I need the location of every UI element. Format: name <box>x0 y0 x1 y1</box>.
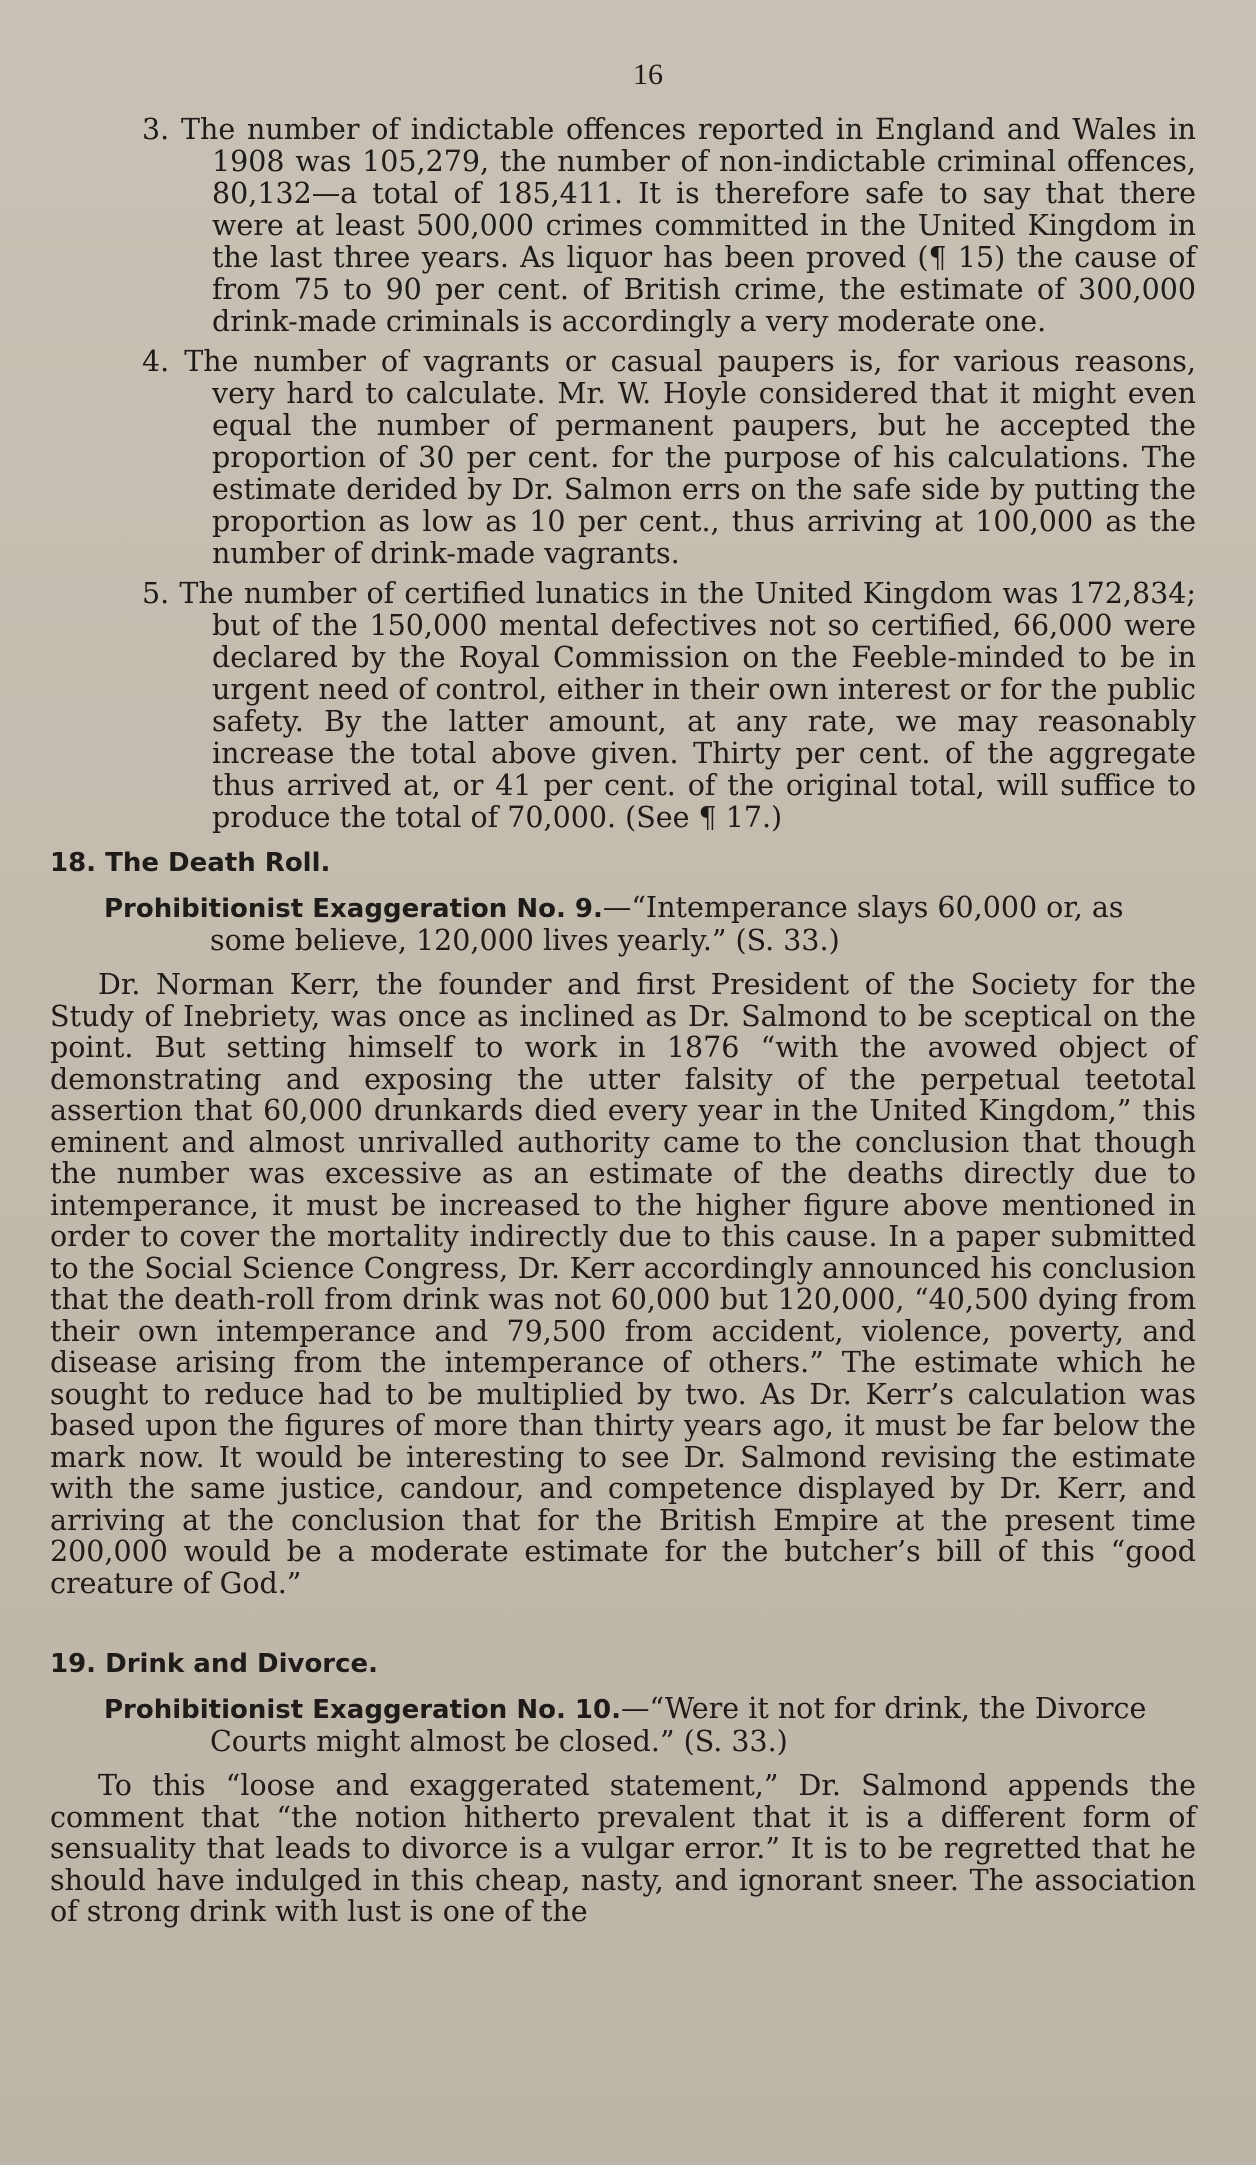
note-4-number: 4. <box>142 345 170 378</box>
exaggeration-9-label: Prohibitionist Exaggeration No. 9. <box>104 894 603 924</box>
exaggeration-10-label: Prohibitionist Exaggeration No. 10. <box>104 1695 621 1725</box>
section-18-exaggeration <box>100 892 1196 957</box>
note-4 <box>100 346 1196 570</box>
note-4-text: The number of vagrants or casual paupers is, for various reasons, very hard to calculate. Mr. W. Hoyle considered that it might even equal the number of permanent paupers, but he accepted the proportion of 30 per cent. for the purpose of his calculations. The estimate derided by Dr. Salmon errs on the safe side by putting the proportion as low as 10 per cent., thus arriving at 100,000 as the number of drink-made vagrants. <box>184 345 1196 570</box>
section-19-heading: 19. Drink and Divorce. <box>50 1649 379 1679</box>
note-5-text: The number of certified lunatics in the United Kingdom was 172,834; but of the 150,000 mental defectives not so certified, 66,000 were declared by the Royal Commission on the Feeble-minded to be in urgent need of control, either in their own interest or for the public safety. By the latter amount, at any rate, we may reasonably increase the total above given. Thirty per cent. of the aggregate thus arrived at, or 41 per cent. of the original total, will suffice to produce the total of 70,000. (See ¶ 17.) <box>179 577 1196 834</box>
section-18-heading: 18. The Death Roll. <box>50 848 331 878</box>
section-18-paragraph: Dr. Norman Kerr, the founder and first President of the Society for the Study of Inebriety, was once as inclined as Dr. Salmond to be sceptical on the point. But setting himself to work in 1876 “with the avowed object of demonstrating and exposing the utter falsity of the perpetual teetotal assertion that 60,000 drunkards died every year in the United Kingdom,” this eminent and almost unrivalled authority came to the conclusion that though the number was excessive as an estimate of the deaths directly due to intemperance, it must be increased to the higher figure above mentioned in order to cover the mortality indirectly due to this cause. In a paper submitted to the Social Science Congress, Dr. Kerr accordingly announced his conclusion that the death-roll from drink was not 60,000 but 120,000, “40,500 dying from their own intemperance and 79,500 from accident, violence, poverty, and disease arising from the intemperance of others.” The estimate which he sought to reduce had to be multiplied by two. As Dr. Kerr’s calculation was based upon the figures of more than thirty years ago, it must be far below the mark now. It would be interesting to see Dr. Salmond revising the estimate with the same justice, candour, and competence displayed by Dr. Kerr, and arriving at the conclusion that for the British Empire at the present time 200,000 would be a moderate estimate for the butcher’s bill of this “good creature of God.” <box>50 968 1196 1600</box>
section-19-paragraph: To this “loose and exaggerated statement,” Dr. Salmond appends the comment that “the notion hitherto prevalent that it is a different form of sensuality that leads to divorce is a vulgar error.” It is to be regretted that he should have indulged in this cheap, nasty, and ignorant sneer. The association of strong drink with lust is one of the <box>50 1769 1196 1928</box>
note-3-number: 3. <box>142 113 170 146</box>
note-3-text: The number of indictable offences reported in England and Wales in 1908 was 105,279, the number of non-indictable criminal offences, 80,132—a total of 185,411. It is therefore safe to say that there were at least 500,000 crimes committed in the United Kingdom in the last three years. As liquor has been proved (¶ 15) the cause of from 75 to 90 per cent. of British crime, the estimate of 300,000 drink-made criminals is accordingly a very moderate one. <box>181 113 1196 338</box>
exaggeration-9-quote: —“Intemperance slays 60,000 or, as some believe, 120,000 lives yearly.” (S. 33.) <box>210 891 1124 957</box>
note-5-number: 5. <box>142 577 170 610</box>
section-19-exaggeration <box>100 1693 1196 1758</box>
exaggeration-10-quote: —“Were it not for drink, the Divorce Courts might almost be closed.” (S. 33.) <box>210 1692 1147 1758</box>
note-5 <box>100 578 1196 834</box>
note-3 <box>100 114 1196 338</box>
page-number: 16 <box>633 58 663 91</box>
section-spacer <box>100 1609 1196 1635</box>
